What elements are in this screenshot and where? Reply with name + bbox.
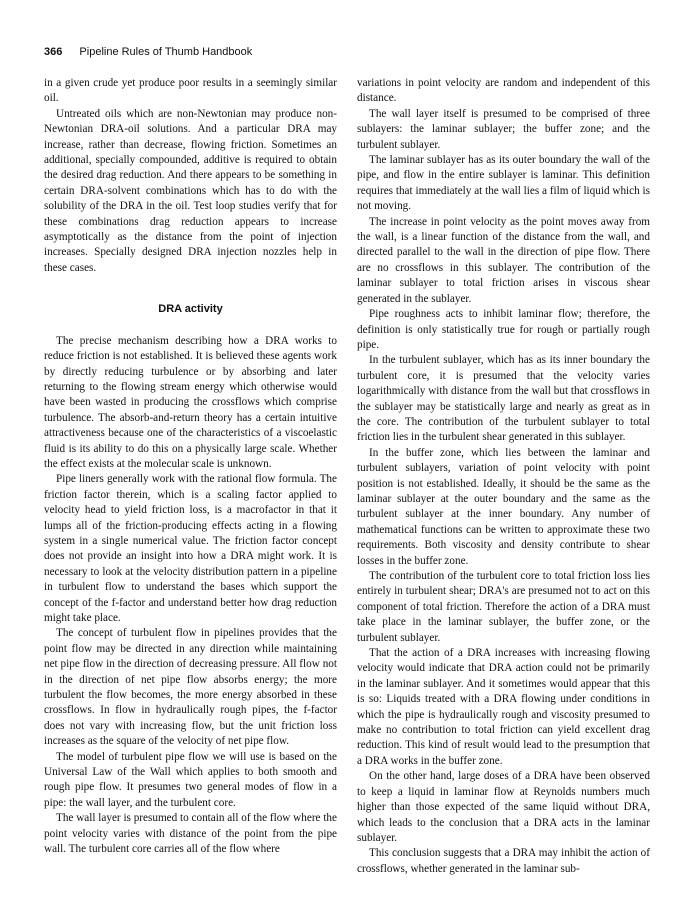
paragraph: The wall layer is presumed to contain all of the flow where the point velocity varies with distance of the point from the pipe wall. The turbulent core carries all of the flow where <box>44 812 337 856</box>
paragraph: Untreated oils which are non-Newtonian may produce non-Newtonian DRA-oil solutions. And a particular DRA may increase, rather than decrease, flowing friction. Sometimes an additional, specially compounded, additive is required to obtain the desired drag reduction. And there appears to be something in certain DRA-solvent combinations which has to do with the solubility of the DRA in the oil. Test loop studies verify that for these combinations drag reduction appears to increase asymptotically as the distance from the point of injection increases. Specially designed DRA injection nozzles help in these cases. <box>44 107 337 274</box>
running-header <box>44 46 654 66</box>
paragraph: The concept of turbulent flow in pipelines provides that the point flow may be directed in any direction while maintaining net pipe flow in the direction of decreasing pressure. All flow not in the direction of net pipe flow absorbs energy; the more turbulent the flow becomes, the more energy absorbed in these crossflows. In flow in hydraulically rough pipes, the f-factor does not vary with increasing flow, but the unit friction loss increases as the square of the velocity of net pipe flow. <box>44 627 337 748</box>
paragraph: The precise mechanism describing how a DRA works to reduce friction is not established. It is believed these agents work by directly reducing turbulence or by absorbing and later returning to the flowing stream energy which otherwise would have been wasted in producing the crossflows which comprise turbulence. The absorb-and-return theory has a certain intuitive attractiveness because one of the characteristics of a viscoelastic fluid is its ability to do this on a physically large scale. Whether the effect exists at the molecular scale is unknown. <box>44 334 337 470</box>
paragraph: In the turbulent sublayer, which has as its inner boundary the turbulent core, it is presumed that the velocity varies logarithmically with distance from the wall but that crossflows in the sublayer may be statistically large and nearly as great as in the core. The contribution of the turbulent sublayer to total friction lies in the turbulent shear generated in this sublayer. <box>357 354 650 444</box>
paragraph: in a given crude yet produce poor results in a seemingly similar oil. <box>44 77 337 105</box>
right-column <box>357 76 650 877</box>
section-heading: DRA activity <box>158 303 223 316</box>
paragraph: This conclusion suggests that a DRA may inhibit the action of crossflows, whether generated in the laminar sub- <box>357 847 650 875</box>
paragraph: The laminar sublayer has as its outer boundary the wall of the pipe, and flow in the entire sublayer is laminar. This definition requires that immediately at the wall lies a film of liquid which is not moving. <box>357 154 650 213</box>
paragraph: The contribution of the turbulent core to total friction loss lies entirely in turbulent shear; DRA's are presumed not to act on this component of total friction. Therefore the action of a DRA must take place in the laminar sublayer, the buffer zone, or the turbulent sublayer. <box>357 570 650 644</box>
paragraph: The wall layer itself is presumed to be comprised of three sublayers: the laminar sublayer; the buffer zone; and the turbulent sublayer. <box>357 107 650 151</box>
paragraph: In the buffer zone, which lies between the laminar and turbulent sublayers, variation of point velocity with point position is not established. Ideally, it should be the same as the laminar sublayer at the outer boundary and the same as the turbulent sublayer at the inner boundary. Any number of mathematical functions can be written to approximate these two requirements. Both viscosity and density contribute to shear losses in the buffer zone. <box>357 446 650 567</box>
paragraph: variations in point velocity are random and independent of this distance. <box>357 77 650 105</box>
left-column <box>44 76 337 858</box>
paragraph: The increase in point velocity as the point moves away from the wall, is a linear function of the distance from the wall, and directed parallel to the wall in the direction of pipe flow. There are no crossflows in this sublayer. The contribution of the laminar sublayer to total friction arises in viscous shear generated in the sublayer. <box>357 215 650 305</box>
book-title: Pipeline Rules of Thumb Handbook <box>79 46 253 58</box>
paragraph: That the action of a DRA increases with increasing flowing velocity would indicate that DRA action could not be primarily in the laminar sublayer. And it sometimes would appear that this is so: Liquids treated with a DRA flowing under conditions in which the pipe is hydraulically rough and viscosity presumed to make no contribution to total friction can yield excellent drag reduction. This kind of result would lead to the presumption that a DRA works in the buffer zone. <box>357 647 650 767</box>
page-number: 366 <box>44 46 63 58</box>
paragraph: On the other hand, large doses of a DRA have been observed to keep a liquid in laminar flow at Reynolds numbers much higher than those expected of the same liquid without DRA, which leads to the conclusion that a DRA acts in the laminar sublayer. <box>357 770 650 844</box>
paragraph: Pipe roughness acts to inhibit laminar flow; therefore, the definition is only statistically true for rough or partially rough pipe. <box>357 308 650 351</box>
paragraph: Pipe liners generally work with the rational flow formula. The friction factor therein, which is a scaling factor applied to velocity head to yield friction loss, is a macrofactor in that it lumps all of the friction-producing effects acting in a flowing system in a single numerical value. The friction factor concept does not provide an insight into how a DRA might work. It is necessary to look at the velocity distribution pattern in a pipeline in turbulent flow to understand the bases which support the concept of the f-factor and understand better how drag reduction might take place. <box>44 473 337 624</box>
paragraph: The model of turbulent pipe flow we will use is based on the Universal Law of the Wall which applies to both smooth and rough pipe flow. It presumes two general modes of flow in a pipe: the wall layer, and the turbulent core. <box>44 750 337 809</box>
